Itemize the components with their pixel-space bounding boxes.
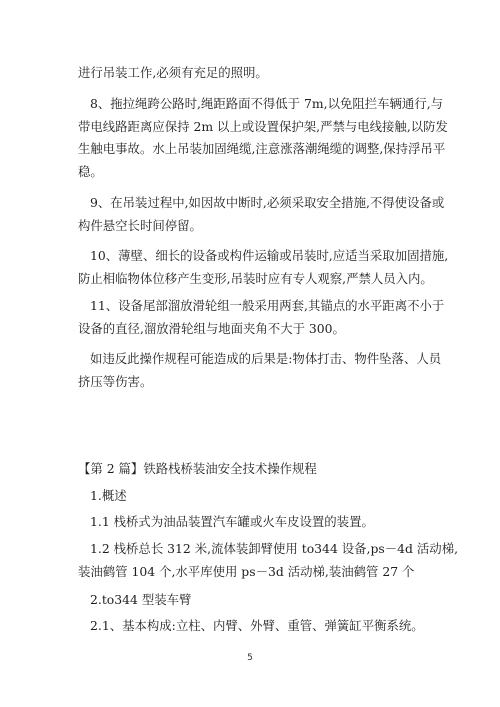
text-line: 1.概述 xyxy=(90,488,127,503)
text-line: 【第 2 篇】铁路栈桥装油安全技术操作规程 xyxy=(78,461,317,476)
item-8-paragraph xyxy=(78,93,448,183)
text-line: 设备的直径,溜放滑轮组与地面夹角不大于 300。 xyxy=(78,320,345,336)
text-line: 防止相临物体位移产生变形,吊装时应有专人观察,严禁人员入内。 xyxy=(78,270,433,286)
text-line: 构件悬空长时间停留。 xyxy=(78,217,202,233)
continuation-paragraph xyxy=(78,62,430,85)
text-line: 带电线路距离应保持 2m 以上或设置保护架,严禁与电线接触,以防发 xyxy=(78,118,448,134)
text-line: 挤压等伤害。 xyxy=(78,373,153,389)
text-line: 1.1 栈桥式为油品装置汽车罐或火车皮设置的装置。 xyxy=(90,514,374,529)
text-line: 装油鹤管 104 个,水平库使用 ps－3d 活动梯,装油鹤管 27 个 xyxy=(78,563,415,579)
subsection-2-1-paragraph xyxy=(78,615,430,638)
subsection-1-1-paragraph xyxy=(78,511,430,534)
text-line: 2.1、基本构成:立柱、内臂、外臂、重管、弹簧缸平衡系统。 xyxy=(90,618,424,633)
subsection-1-2-paragraph xyxy=(78,538,459,583)
section-2-title xyxy=(78,458,430,481)
text-line: 10、薄壁、细长的设备或构件运输或吊装时,应适当采取加固措施, xyxy=(90,248,449,263)
text-line: 稳。 xyxy=(78,163,103,179)
text-line: 8、拖拉绳跨公路时,绳距路面不得低于 7m,以免阻拦车辆通行,与 xyxy=(90,96,444,111)
text-line: 2.to344 型装车臂 xyxy=(90,592,192,607)
text-line: 1.2 栈桥总长 312 米,流体装卸臂使用 to344 设备,ps－4d 活动梯, xyxy=(90,541,459,556)
text-line: 9、在吊装过程中,如因故中断时,必须采取安全措施,不得使设备或 xyxy=(90,195,445,210)
text-line: 如违反此操作规程可能造成的后果是:物体打击、物件坠落、人员 xyxy=(90,351,442,366)
page-number: 5 xyxy=(247,653,253,663)
text-line: 11、设备尾部溜放滑轮组一般采用两套,其锚点的水平距离不小于 xyxy=(90,298,445,313)
item-9-paragraph xyxy=(78,192,445,237)
subsection-1-heading xyxy=(78,485,430,508)
text-line: 生触电事故。水上吊装加固绳缆,注意涨落潮绳缆的调整,保持浮吊平 xyxy=(78,141,446,156)
item-10-paragraph xyxy=(78,245,449,290)
text-line: 进行吊装工作,必须有充足的照明。 xyxy=(78,65,268,80)
consequence-paragraph xyxy=(78,348,442,393)
item-11-paragraph xyxy=(78,295,445,340)
subsection-2-heading xyxy=(78,589,430,612)
